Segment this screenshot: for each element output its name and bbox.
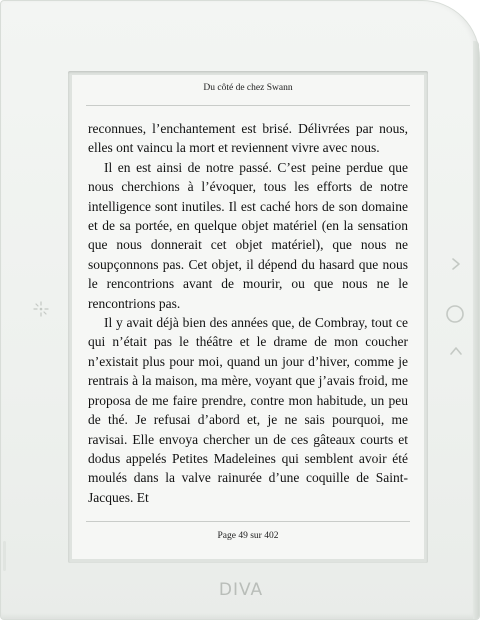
book-title-header: Du côté de chez Swann (203, 83, 293, 93)
home-circle-icon[interactable] (444, 303, 466, 325)
light-sensor-icon (33, 301, 49, 317)
chevron-left-icon[interactable] (449, 344, 463, 358)
paragraph: reconnues, l’enchantement est brisé. Délivrées par nous, elles ont vaincu la mort et reviennent vivre avec nous. (88, 121, 408, 156)
paragraph: Il en est ainsi de notre passé. C’est peine perdue que nous cherchions à l’évoquer, tous les efforts de notre intelligence sont inutiles. Il est caché hors de son domaine et de sa portée, en quelque objet matériel (en la sensation que nous donnerait cet objet matériel), que nous ne soupçonnons pas. Cet objet, il dépend du hasard que nous le rencontrions avant de mourir, ou que nous ne le rencontrions pas. (88, 159, 408, 311)
page-number-footer: Page 49 sur 402 (217, 531, 279, 541)
device-left-notch (3, 541, 6, 571)
reader-screen[interactable] (72, 75, 424, 559)
device-side-edge (473, 41, 479, 619)
page-text[interactable] (88, 119, 408, 507)
brand-logo: DIVA (218, 580, 264, 600)
paragraph: Il y avait déjà bien des années que, de Combray, tout ce qui n’était pas le théâtre et le drame de mon coucher n’existait plus pour moi, quand un jour d’hiver, comme je rentrais à la maison, ma mère, voyant que j’avais froid, me proposa de me faire prendre, contre mon habitude, un peu de thé. Je refusai d’abord et, je ne sais pourquoi, me ravisai. Elle envoya chercher un de ces gâteaux courts et dodus appelés Petites Madeleines qui semblent avoir été moulés dans la valve rainurée d’une coquille de Saint-Jacques. Et (88, 315, 408, 505)
chevron-right-icon[interactable] (449, 257, 463, 271)
footer-divider (86, 521, 410, 522)
header-divider (86, 105, 410, 106)
